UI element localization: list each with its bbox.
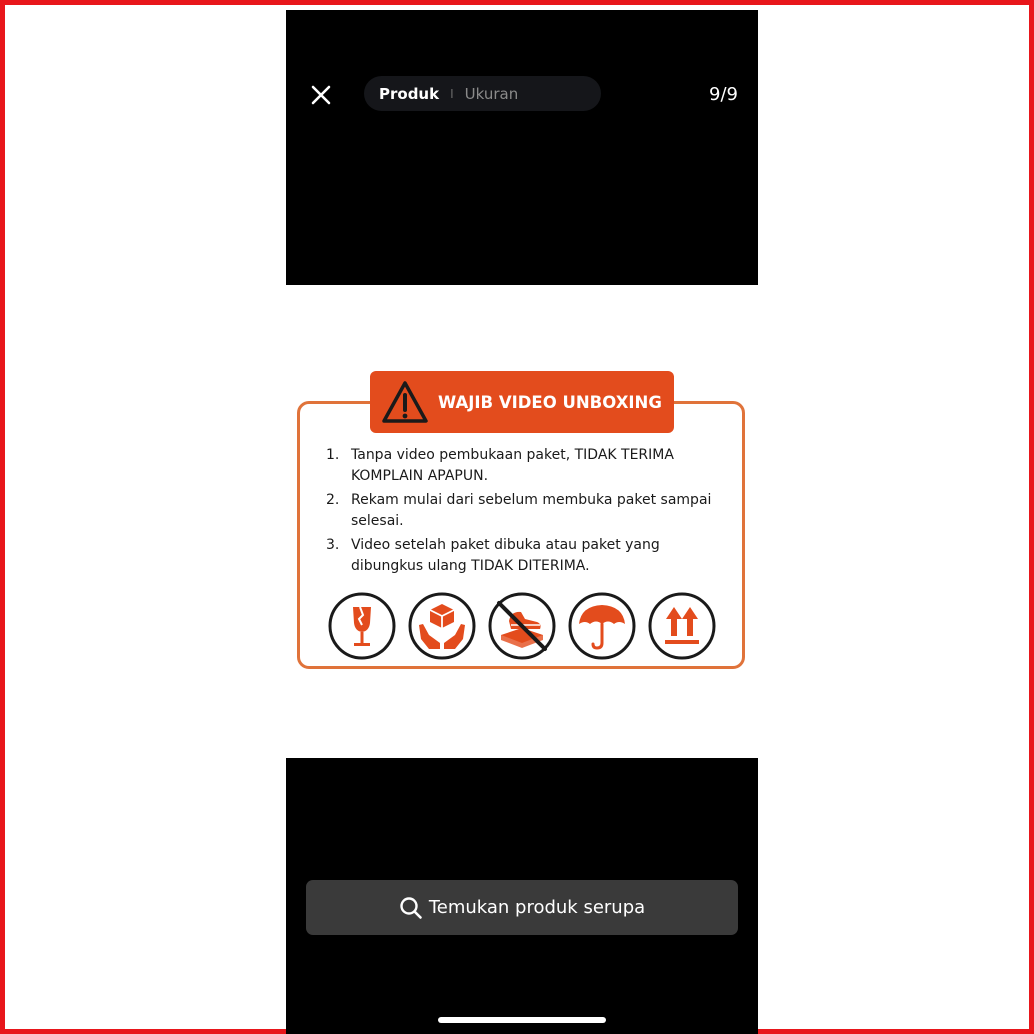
tab-separator: I (450, 86, 454, 101)
rule-text: Rekam mulai dari sebelum membuka paket sampai selesai. (351, 492, 712, 529)
handle-with-care-icon (407, 591, 477, 661)
notice-banner (370, 371, 674, 433)
rule-text: Video setelah paket dibuka atau paket yang dibungkus ulang TIDAK DITERIMA. (351, 537, 660, 574)
product-image-viewer (286, 10, 758, 1034)
warning-icon (380, 379, 430, 425)
search-icon (399, 896, 423, 920)
rule-number: 3. (326, 537, 340, 553)
handling-symbols (327, 591, 717, 661)
tab-produk[interactable]: Produk (379, 84, 440, 103)
close-button[interactable] (304, 78, 338, 112)
keep-dry-umbrella-icon (567, 591, 637, 661)
list-item (326, 490, 726, 532)
notice-rules (326, 445, 726, 580)
home-indicator[interactable] (438, 1017, 606, 1023)
tab-ukuran[interactable]: Ukuran (464, 84, 519, 103)
rule-number: 1. (326, 447, 340, 463)
rule-number: 2. (326, 492, 340, 508)
find-similar-label: Temukan produk serupa (428, 897, 646, 918)
product-image[interactable] (286, 285, 758, 758)
viewer-tabs (364, 76, 601, 111)
close-icon (304, 78, 338, 112)
list-item (326, 445, 726, 487)
no-stepping-icon (487, 591, 557, 661)
rule-text: Tanpa video pembukaan paket, TIDAK TERIMA KOMPLAIN APAPUN. (351, 447, 674, 484)
list-item (326, 535, 726, 577)
find-similar-button[interactable] (306, 880, 738, 935)
fragile-glass-icon (327, 591, 397, 661)
image-counter: 9/9 (709, 84, 738, 105)
this-way-up-icon (647, 591, 717, 661)
notice-title: WAJIB VIDEO UNBOXING (438, 392, 662, 412)
